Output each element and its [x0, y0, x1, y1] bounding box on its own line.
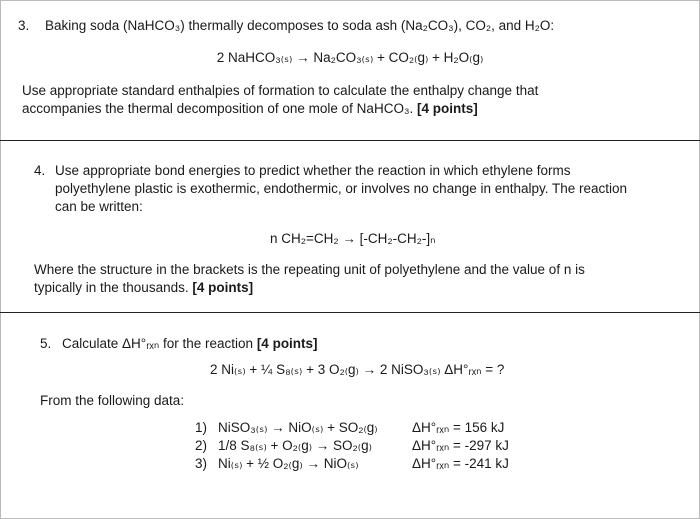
- data-row-reaction: 1/8 S₈₍ₛ₎ + O₂₍g₎ → SO₂₍g₎: [218, 438, 372, 453]
- data-row-number: 3): [195, 456, 208, 471]
- q4-equation: n CH₂=CH₂ → [-CH₂-CH₂-]ₙ: [270, 231, 436, 246]
- q4-note-line1: Where the structure in the brackets is the repeating unit of polyethylene and the value of n is: [34, 262, 585, 277]
- q3-instruction-line2-row: [22, 101, 478, 117]
- q5-equation: 2 Ni₍ₛ₎ + ¼ S₈₍ₛ₎ + 3 O₂₍g₎ → 2 NiSO₃₍ₛ₎ ΔH°ᵣₓₙ = ?: [210, 362, 505, 377]
- section-divider-1: [0, 140, 700, 141]
- q4-line1: Use appropriate bond energies to predict whether the reaction in which ethylene forms: [55, 163, 571, 178]
- q5-prompt-row: [62, 336, 318, 352]
- q4-number: 4.: [34, 163, 46, 178]
- section-divider-2: [0, 312, 700, 313]
- q3-equation: 2 NaHCO₃₍ₛ₎ → Na₂CO₃₍ₛ₎ + CO₂₍g₎ + H₂O₍g₎: [216, 50, 484, 65]
- q4-note-line2-row: [34, 280, 253, 296]
- q3-instruction-line2: accompanies the thermal decomposition of one mole of NaHCO₃.: [22, 101, 414, 116]
- data-row-enthalpy: ΔH°ᵣₓₙ = -297 kJ: [412, 438, 509, 453]
- q4-points: [4 points]: [192, 280, 254, 295]
- q3-number: 3.: [18, 18, 30, 33]
- q3-prompt: Baking soda (NaHCO₃) thermally decomposes to soda ash (Na₂CO₃), CO₂, and H₂O:: [45, 18, 555, 33]
- q5-number: 5.: [40, 336, 52, 351]
- q4-note-line2: typically in the thousands.: [34, 280, 189, 295]
- q5-points: [4 points]: [256, 336, 318, 351]
- q4-line3: can be written:: [55, 199, 143, 214]
- q3-points: [4 points]: [416, 101, 478, 116]
- data-row-reaction: Ni₍ₛ₎ + ½ O₂₍g₎ → NiO₍ₛ₎: [218, 456, 359, 471]
- q5-prompt: Calculate ΔH°ᵣₓₙ for the reaction: [62, 336, 254, 351]
- data-row-enthalpy: ΔH°ᵣₓₙ = -241 kJ: [412, 456, 509, 471]
- data-row-enthalpy: ΔH°ᵣₓₙ = 156 kJ: [412, 420, 505, 435]
- q4-line2: polyethylene plastic is exothermic, endothermic, or involves no change in enthalpy. The reaction: [55, 181, 628, 196]
- q5-data-label: From the following data:: [40, 393, 185, 408]
- data-row-reaction: NiSO₃₍ₛ₎ → NiO₍ₛ₎ + SO₂₍g₎: [218, 420, 378, 435]
- data-row-number: 2): [195, 438, 208, 453]
- data-row-number: 1): [195, 420, 208, 435]
- q3-instruction-line1: Use appropriate standard enthalpies of formation to calculate the enthalpy change that: [22, 83, 539, 98]
